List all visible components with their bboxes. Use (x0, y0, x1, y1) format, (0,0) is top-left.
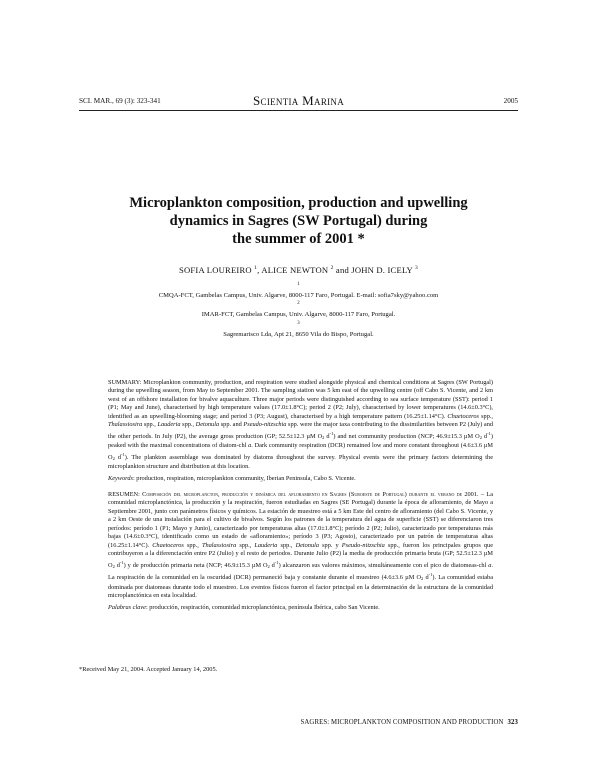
summary-label: SUMMARY: (108, 379, 142, 386)
resumen-title: Composición del microplancton, producción y dinámica del afloramiento en Sagres (Suroeste de Portugal) durante el verano de 2001. (142, 491, 479, 498)
subscript: 2 (112, 455, 115, 461)
superscript: -1 (487, 430, 491, 436)
resumen-text: d (269, 561, 275, 569)
taxon: Detonula (195, 421, 220, 429)
summary-text: ) peaked with the maximal concentrations of diatom-chl (108, 432, 493, 450)
affiliations (79, 281, 518, 339)
taxon: Pseudo-nitzschia (341, 541, 385, 549)
taxon: Detonula (295, 541, 319, 549)
superscript: -1 (428, 572, 433, 578)
summary-text: d (114, 453, 122, 461)
author-2-affil-mark: 2 (330, 265, 334, 272)
running-header (79, 95, 518, 109)
taxon: Pseudo-nitzschia (243, 421, 287, 429)
affiliation-2 (79, 300, 518, 319)
summary-text: spp., (479, 412, 493, 420)
resumen-text: d (423, 574, 429, 582)
resumen-text: spp. y (319, 541, 342, 549)
affiliation-3 (79, 320, 518, 339)
author-list (79, 265, 518, 275)
affiliation-1-mark: 1 (297, 282, 300, 287)
taxon: Thalassiosira (108, 421, 143, 429)
keywords-label: Keywords (108, 475, 133, 482)
subscript: 2 (479, 434, 482, 440)
affiliation-2-mark: 2 (297, 301, 300, 307)
page-number: 323 (507, 719, 518, 726)
resumen-label: RESUMEN: (108, 491, 143, 498)
subscript: 2 (322, 434, 325, 440)
affiliation-1-text: CMQA-FCT, Gambelas Campus, Univ. Algarve, 8000-117 Faro, Portugal. E-mail: sofia7sky@yahoo.com (158, 291, 439, 299)
title-line-1: Microplankton composition, production and upwelling (129, 195, 468, 211)
taxon: Lauderia (157, 421, 181, 429)
palabras-label: Palabras clave (108, 604, 146, 611)
affiliation-3-text: Sagremarisco Lda, Apt 21, 8650 Vila do Bispo, Portugal. (223, 330, 374, 338)
title-line-2: dynamics in Sagres (SW Portugal) during (169, 213, 428, 229)
resumen-text: ). La comunidad estaba dominada por diatomeas durante todo el muestreo. Los eventos físicos fueron el factor principal en la determinación de la estructura de la comunidad microplanctónica en esta localidad. (108, 574, 493, 600)
italic-a: a (248, 442, 252, 450)
summary-text: . Dark community respiration (DCR) remained low and more constant throughout (4.6±3.6 µM O (108, 442, 493, 461)
resumen-text: d (114, 561, 120, 569)
palabras-text: : producción, respiración, comunidad microplanctónica, península Ibérica, cabo San Vicente. (145, 604, 380, 611)
taxon: Chaetoceros (447, 412, 480, 420)
running-title: SAGRES: MICROPLANKTON COMPOSITION AND PRODUCTION (300, 719, 504, 726)
summary-text: d (481, 432, 488, 440)
summary-text: ). The plankton assemblage was dominated by diatoms throughout the survey. Physical events were the primary factors determining the microplankton structure and distribution at this location. (108, 453, 493, 471)
superscript: -1 (121, 451, 125, 457)
resumen-text: ) y de producción primaria neta (NCP; 46.9±15.3 µM O (123, 561, 268, 569)
publication-year: 2005 (503, 97, 518, 105)
resumen-text: spp., fueron los principales grupos que contribuyeron a la diferenciación entre P2 (Julio) y el resto de periodos. Durante Julio (P2) la media de producción primaria bruta (GP; 52.5±12.3 µM O (108, 541, 493, 569)
resumen-paragraph (108, 491, 493, 601)
affiliation-1 (79, 281, 518, 300)
journal-reference: SCI. MAR., 69 (3): 323-341 (79, 97, 161, 105)
summary-text: spp. were the major taxa contributing to the dissimilarities between P2 (July) and the other periods. In July (P2), the average gross production (GP; 52.5±12.3 µM O (108, 421, 494, 440)
taxon: Lauderia (254, 541, 278, 549)
italic-a: a (488, 561, 492, 569)
summary-text: Microplankton community, production, and respiration were studied alongside physical and chemical conditions at Sagres (SW Portugal) during the upwelling season, from May to September 2001. The sampling station was 5 km east of the upwelling centre (off Cabo S. Vicente, and 2 km west of an offshore installation for bivalve aquaculture. Three major periods were distinguished according to sea surface temperature (SST): period 1 (P1; May and June), characterised by high temperature values (17.0±1.8°C); period 2 (P2; July), characterised by lower temperatures (14.6±0.3°C), identified as an upwelling-blooming stage; and period 3 (P3; August), characterised by a high temperature pattern (16.25±1.14°C). (108, 379, 493, 420)
resumen-text: spp., (183, 541, 202, 549)
author-3-affil-mark: 3 (414, 265, 418, 272)
affiliation-2-text: IMAR-FCT, Gambelas Campus, Univ. Algarve, 8000-117 Faro, Portugal. (201, 311, 396, 319)
taxon: Thalassiosira (201, 541, 237, 549)
palabras-clave (108, 604, 493, 612)
running-footer (301, 719, 518, 726)
summary-text: spp., (180, 421, 196, 429)
resumen-text: ) alcanzaron sus valores máximos, simultáneamente con el pico de diatomeas-chl (278, 561, 489, 569)
subscript: 2 (112, 563, 115, 569)
title-line-3: the summer of 2001 * (232, 231, 365, 247)
subscript: 2 (267, 563, 270, 569)
keywords (108, 475, 493, 483)
summary-text: spp. and (219, 421, 244, 429)
resumen-text: spp., (236, 541, 255, 549)
author-1-affil-mark: 1 (254, 265, 258, 272)
summary-text: spp., (142, 421, 158, 429)
summary-text: d (324, 432, 330, 440)
resumen-text: spp., (277, 541, 296, 549)
summary-paragraph (108, 379, 493, 472)
author-3: and JOHN D. ICELY (333, 265, 413, 275)
resumen-text: – La comunidad microplanctónica, la producción y la respiración, fueron estudiadas en Sagres (SE Portugal) durante la época de afloramiento, de Mayo a Septiembre 2001, junto con parámetros físicos y químicos. La estación de muestreo está a 5 km Este del centro de afloramiento (del Cabo S. Vicente, y a 2 km Oeste de una instalación para el cultivo de bivalvos. Según los patrones de la temperatura del agua de superficie (SST) se diferenciaron tres períodos: período 1 (P1; Mayo y Junio), caracterizado por temperaturas altas (17.0±1.8°C); período 2 (P2; Julio), caracterizado por temperaturas más bajas (14.6±0.3°C), identificado como un estado de «afloramiento»; período 3 (P3; Agosto), caracterizado por un patrón de temperaturas altas (16.25±1.14°C). (108, 491, 493, 549)
superscript: -1 (119, 559, 124, 565)
superscript: -1 (274, 559, 279, 565)
journal-name: Scientia Marina (252, 93, 345, 108)
subscript: 2 (421, 576, 424, 582)
author-2: , ALICE NEWTON (257, 265, 329, 275)
superscript: -1 (329, 430, 334, 436)
resumen-text: . La respiración de la comunidad en la oscuridad (DCR) permaneció baja y constante durante el muestreo (4.6±3.6 µM O (108, 561, 493, 582)
taxon: Chaetoceros (152, 541, 184, 549)
received-footnote: *Received May 21, 2004. Accepted January 14, 2005. (79, 666, 218, 673)
article-title (79, 194, 518, 248)
author-1: SOFIA LOUREIRO (179, 265, 252, 275)
affiliation-3-mark: 3 (297, 320, 300, 326)
keywords-text: : production, respiration, microplankton community, Iberian Peninsula, Cabo S. Vicente. (132, 475, 356, 482)
summary-text: ) and net community production (NCP; 46.9±15.3 µM O (333, 432, 480, 440)
header-divider (79, 110, 518, 111)
